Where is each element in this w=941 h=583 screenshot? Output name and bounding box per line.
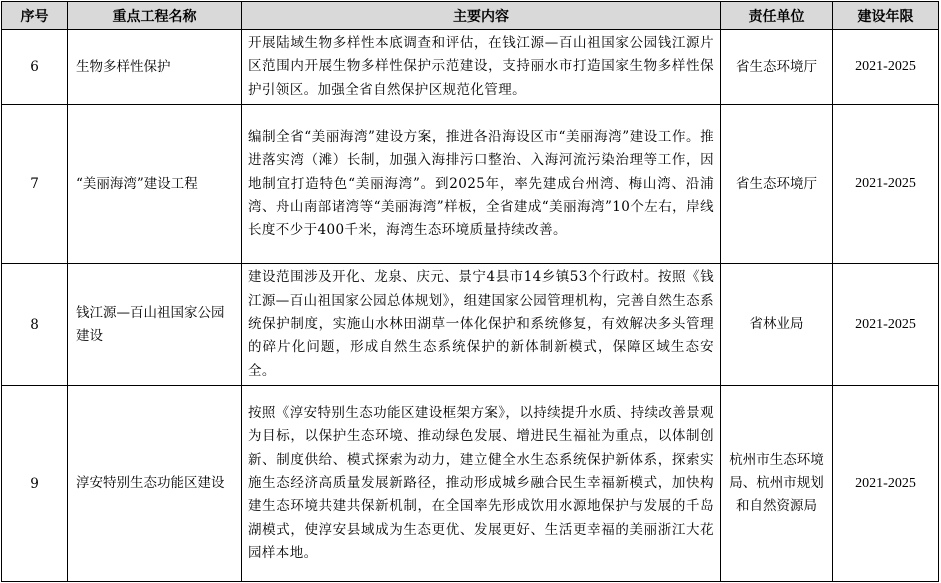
table-header-row: [2, 2, 939, 30]
construction-years: 2021-2025: [833, 105, 939, 264]
header-index: 序号: [2, 2, 68, 30]
responsible-unit: 杭州市生态环境局、杭州市规划和自然资源局: [721, 386, 833, 582]
project-name: 淳安特别生态功能区建设: [68, 386, 242, 582]
responsible-unit: 省生态环境厅: [721, 30, 833, 105]
project-name: 生物多样性保护: [68, 30, 242, 105]
table-row: [2, 30, 939, 105]
table-row: [2, 386, 939, 582]
projects-table: [1, 1, 939, 582]
construction-years: 2021-2025: [833, 264, 939, 386]
table-row: [2, 264, 939, 386]
row-index: 9: [2, 386, 68, 582]
header-unit: 责任单位: [721, 2, 833, 30]
responsible-unit: 省林业局: [721, 264, 833, 386]
construction-years: 2021-2025: [833, 30, 939, 105]
row-index: 6: [2, 30, 68, 105]
responsible-unit: 省生态环境厅: [721, 105, 833, 264]
construction-years: 2021-2025: [833, 386, 939, 582]
project-content: 开展陆域生物多样性本底调查和评估，在钱江源—百山祖国家公园钱江源片区范围内开展生物多样性保护示范建设，支持丽水市打造国家生物多样性保护引领区。加强全省自然保护区规范化管理。: [242, 30, 721, 105]
project-content: 编制全省“美丽海湾”建设方案，推进各沿海设区市“美丽海湾”建设工作。推进落实湾（滩）长制，加强入海排污口整治、入海河流污染治理等工作，因地制宜打造特色“美丽海湾”。到2025年，率先建成台州湾、梅山湾、沿浦湾、舟山南部诸湾等“美丽海湾”样板，全省建成“美丽海湾”10个左右，岸线长度不少于400千米，海湾生态环境质量持续改善。: [242, 105, 721, 264]
header-name: 重点工程名称: [68, 2, 242, 30]
project-name: 钱江源—百山祖国家公园建设: [68, 264, 242, 386]
row-index: 7: [2, 105, 68, 264]
table-row: [2, 105, 939, 264]
row-index: 8: [2, 264, 68, 386]
project-content: 按照《淳安特别生态功能区建设框架方案》，以持续提升水质、持续改善景观为目标，以保护生态环境、推动绿色发展、增进民生福祉为重点，以体制创新、制度供给、模式探索为动力，建立健全水生态系统保护新体系，探索实施生态经济高质量发展新路径，推动形成城乡融合民生幸福新模式，加快构建生态环境共建共保新机制，在全国率先形成饮用水源地保护与发展的千岛湖模式，使淳安县域成为生态更优、发展更好、生活更幸福的美丽浙江大花园样本地。: [242, 386, 721, 582]
project-content: 建设范围涉及开化、龙泉、庆元、景宁4县市14乡镇53个行政村。按照《钱江源—百山祖国家公园总体规划》，组建国家公园管理机构，完善自然生态系统保护制度，实施山水林田湖草一体化保护和系统修复，有效解决多头管理的碎片化问题，形成自然生态系统保护的新体制新模式，保障区域生态安全。: [242, 264, 721, 386]
header-years: 建设年限: [833, 2, 939, 30]
header-content: 主要内容: [242, 2, 721, 30]
project-name: “美丽海湾”建设工程: [68, 105, 242, 264]
